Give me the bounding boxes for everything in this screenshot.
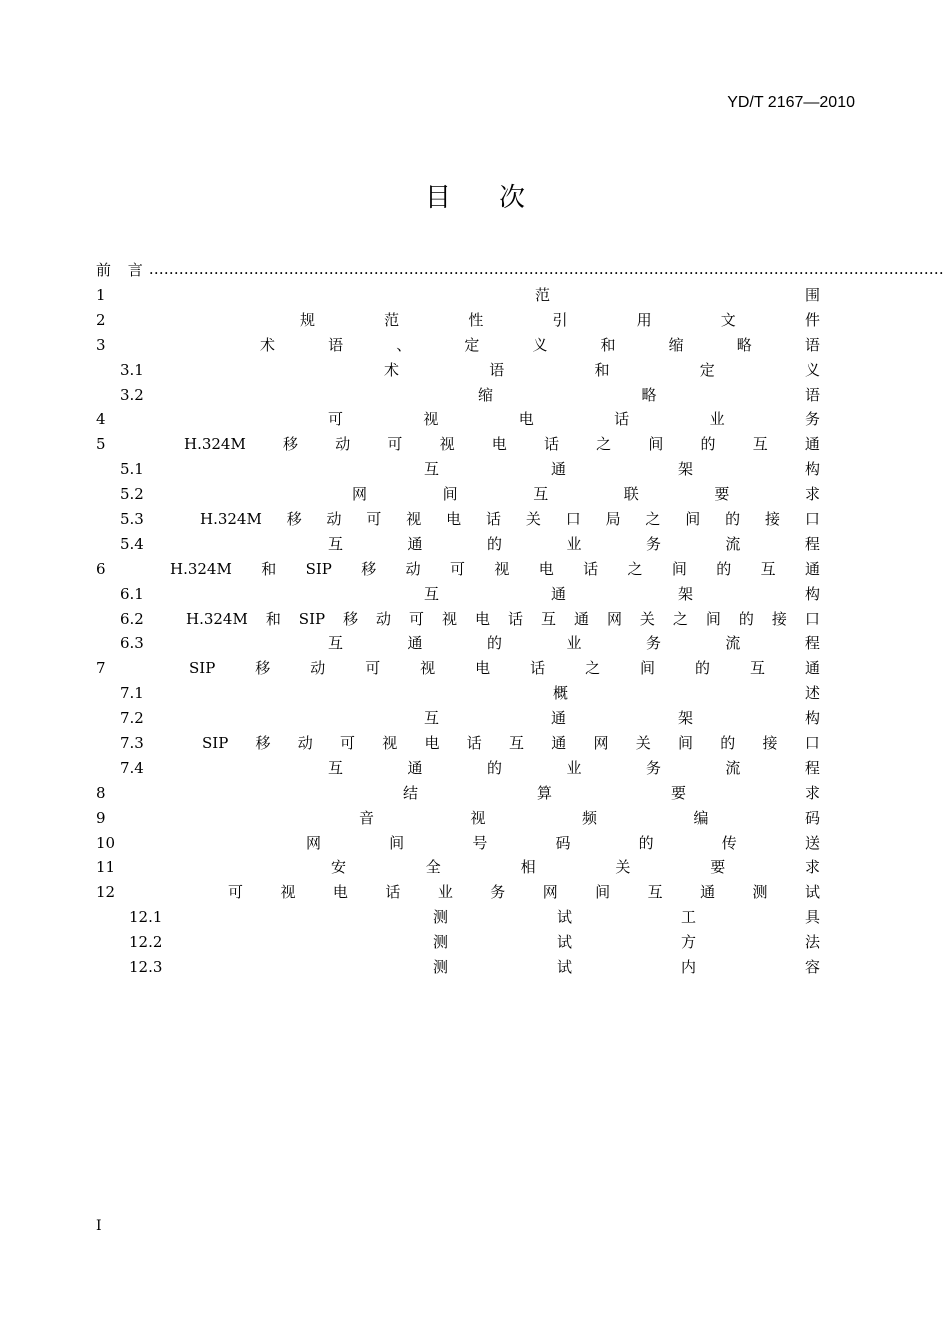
- toc-entry-title: 规 范 性 引 用 文 件: [300, 310, 820, 329]
- toc-entry[interactable]: [0, 706, 950, 731]
- foreword-label: 前 言: [96, 260, 149, 279]
- dot-leader: ……………………………………………………………………………………………………………………………………………: [148, 260, 944, 278]
- toc-entry-title: H.324M 移 动 可 视 电 话 之 间 的 互 通: [184, 435, 820, 454]
- toc-entry-title: H.324M 移 动 可 视 电 话 关 口 局 之 间 的 接 口: [200, 510, 820, 529]
- toc-entry-title: SIP 移 动 可 视 电 话 互 通 网 关 间 的 接 口: [202, 734, 820, 753]
- toc-entry-number: 5: [96, 435, 106, 454]
- toc-entry-title: 互 通 架 构: [424, 709, 820, 728]
- toc-entry[interactable]: [0, 607, 950, 632]
- toc-entry[interactable]: [0, 507, 950, 532]
- toc-entry-number: 5.3: [120, 510, 144, 529]
- toc-entry-title: 互 通 的 业 务 流 程: [328, 758, 820, 777]
- toc-entry[interactable]: [0, 283, 950, 308]
- toc-entry[interactable]: [0, 631, 950, 656]
- toc-entry-number: 4: [96, 410, 106, 429]
- toc-entry-number: 9: [96, 808, 106, 827]
- toc-entry[interactable]: [0, 880, 950, 905]
- toc-entry[interactable]: [0, 532, 950, 557]
- toc-entry[interactable]: [0, 855, 950, 880]
- toc-entry-number: 12.1: [129, 908, 163, 927]
- toc-entry-number: 12: [96, 883, 116, 902]
- toc-entry-number: 7: [96, 659, 106, 678]
- toc-entry[interactable]: [0, 756, 950, 781]
- toc-entry-number: 5.4: [120, 534, 144, 553]
- toc-entry-title: 网 间 互 联 要 求: [352, 485, 820, 504]
- document-code: YD/T 2167—2010: [727, 94, 855, 111]
- toc-entry-number: 7.3: [120, 734, 144, 753]
- toc-entry[interactable]: [0, 930, 950, 955]
- toc-entry-title: 互 通 架 构: [424, 584, 820, 603]
- toc-entry[interactable]: [0, 333, 950, 358]
- toc-entry[interactable]: [0, 831, 950, 856]
- toc-entry-number: 10: [96, 833, 116, 852]
- toc-entry-number: 3.1: [120, 360, 144, 379]
- toc-entry-number: 12.2: [129, 933, 163, 952]
- toc-entry-number: 1: [96, 286, 106, 304]
- toc-entry-title: 可 视 电 话 业 务: [328, 410, 820, 429]
- toc-entry[interactable]: [0, 308, 950, 333]
- toc-entry-number: 5.2: [120, 485, 144, 504]
- toc-entry[interactable]: [0, 407, 950, 432]
- toc-entry-title: H.324M 和 SIP 移 动 可 视 电 话 互 通 网 关 之 间 的 接 口: [186, 609, 820, 628]
- toc-entry-number: 7.4: [120, 758, 144, 777]
- toc-entry-title: 范 围: [535, 286, 820, 304]
- toc-entry[interactable]: [0, 681, 950, 706]
- toc-entry[interactable]: [0, 582, 950, 607]
- toc-entry-number: 3.2: [120, 385, 144, 404]
- toc-entry-title: 测 试 工 具: [433, 908, 820, 927]
- toc-entry-title: 术 语 和 定 义: [384, 360, 820, 379]
- toc-entry-title: 音 视 频 编 码: [359, 808, 820, 827]
- toc-entry-number: 2: [96, 310, 106, 329]
- page-number: I: [96, 1218, 102, 1234]
- toc-entry[interactable]: [0, 955, 950, 980]
- toc-entry[interactable]: [0, 731, 950, 756]
- toc-entry-title: SIP 移 动 可 视 电 话 之 间 的 互 通: [189, 659, 820, 678]
- toc-entry-title: 安 全 相 关 要 求: [331, 858, 820, 877]
- toc-entry-foreword[interactable]: [96, 258, 944, 280]
- toc-entry[interactable]: [0, 432, 950, 457]
- toc-entry-title: 测 试 内 容: [433, 958, 820, 977]
- toc-entry-title: 测 试 方 法: [433, 933, 820, 952]
- toc-entry-number: 6.1: [120, 584, 144, 603]
- toc-title-char-1: 目: [424, 183, 451, 213]
- toc-list: [0, 283, 950, 980]
- toc-entry-title: H.324M 和 SIP 移 动 可 视 电 话 之 间 的 互 通: [170, 559, 820, 578]
- toc-entry[interactable]: [0, 557, 950, 582]
- toc-entry-title: 互 通 的 业 务 流 程: [328, 534, 820, 553]
- toc-entry-title: 概 述: [553, 684, 820, 703]
- toc-entry-number: 11: [96, 858, 116, 877]
- toc-entry-title: 互 通 架 构: [424, 460, 820, 479]
- toc-entry-title: 互 通 的 业 务 流 程: [328, 634, 820, 653]
- toc-entry-title: 术 语 、 定 义 和 缩 略 语: [260, 335, 820, 354]
- toc-entry[interactable]: [0, 656, 950, 681]
- toc-entry-title: 网 间 号 码 的 传 送: [306, 833, 820, 852]
- toc-entry[interactable]: [0, 457, 950, 482]
- toc-entry-number: 12.3: [129, 958, 163, 977]
- toc-title-char-2: 次: [499, 183, 526, 213]
- toc-title: [0, 177, 950, 214]
- toc-entry[interactable]: [0, 806, 950, 831]
- toc-entry-title: 可 视 电 话 业 务 网 间 互 通 测 试: [228, 883, 820, 902]
- toc-entry[interactable]: [0, 358, 950, 383]
- toc-entry[interactable]: [0, 781, 950, 806]
- toc-entry[interactable]: [0, 482, 950, 507]
- toc-entry-title: 结 算 要 求: [403, 783, 820, 802]
- toc-entry-number: 6.2: [120, 609, 144, 628]
- toc-entry-number: 6.3: [120, 634, 144, 653]
- toc-entry-number: 7.1: [120, 684, 144, 703]
- toc-entry-number: 6: [96, 559, 106, 578]
- toc-entry-number: 3: [96, 335, 106, 354]
- toc-entry-number: 8: [96, 783, 106, 802]
- toc-entry-number: 7.2: [120, 709, 144, 728]
- toc-entry[interactable]: [0, 383, 950, 408]
- toc-entry-title: 缩 略 语: [478, 385, 820, 404]
- toc-entry[interactable]: [0, 905, 950, 930]
- toc-entry-number: 5.1: [120, 460, 144, 479]
